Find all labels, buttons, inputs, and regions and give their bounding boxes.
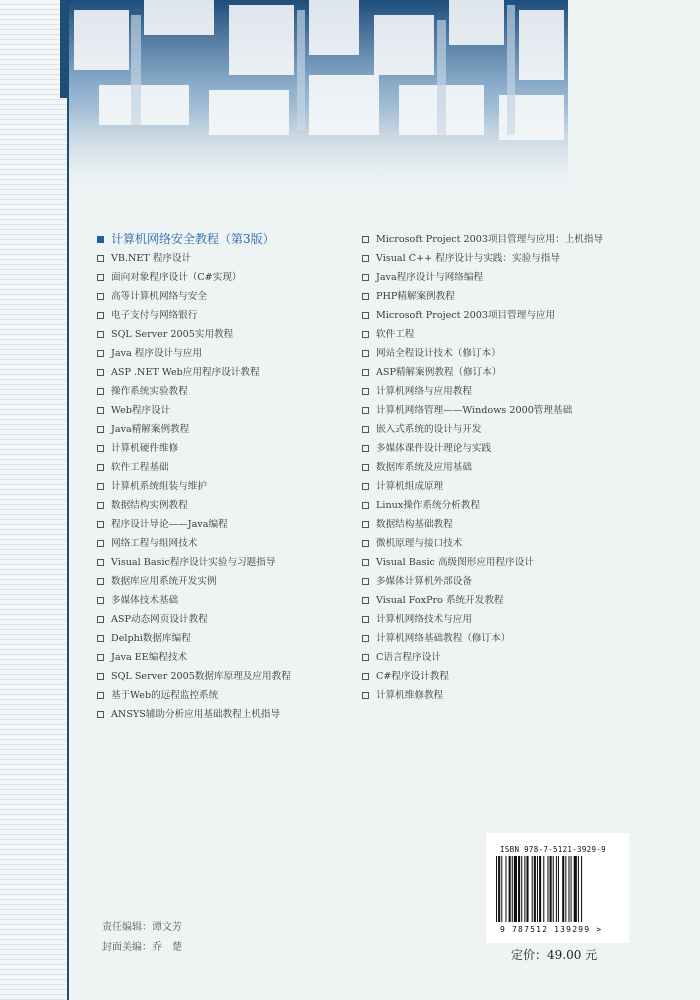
square-bullet-icon	[362, 426, 369, 433]
book-list-item	[362, 686, 662, 705]
square-bullet-icon	[362, 445, 369, 452]
book-list-item	[362, 287, 662, 306]
square-bullet-icon	[362, 559, 369, 566]
designer-credit: 封面美编：乔 楚	[102, 942, 182, 953]
square-bullet-icon	[362, 597, 369, 604]
book-title: 计算机网络管理——Windows 2000管理基础	[376, 405, 573, 416]
square-bullet-icon	[362, 388, 369, 395]
square-bullet-icon	[97, 255, 104, 262]
filled-square-bullet-icon	[97, 236, 104, 243]
square-bullet-icon	[97, 293, 104, 300]
book-title: 网站全程设计技术（修订本）	[376, 348, 501, 359]
book-list-item	[97, 686, 347, 705]
square-bullet-icon	[97, 540, 104, 547]
barcode-digits: 9 787512 139299 >	[500, 925, 603, 934]
square-bullet-icon	[97, 388, 104, 395]
book-title: 微机原理与接口技术	[376, 538, 463, 549]
book-list-item	[362, 553, 662, 572]
book-title: 数据库系统及应用基础	[376, 462, 472, 473]
book-title: 程序设计导论——Java编程	[111, 519, 228, 530]
book-title: 多媒体计算机外部设备	[376, 576, 472, 587]
book-list-item	[362, 591, 662, 610]
book-list-item	[97, 534, 347, 553]
square-bullet-icon	[97, 578, 104, 585]
book-title: Java 程序设计与应用	[111, 348, 202, 359]
square-bullet-icon	[97, 597, 104, 604]
book-title: VB.NET 程序设计	[111, 253, 192, 264]
isbn-text: ISBN 978-7-5121-3929-9	[500, 845, 606, 854]
square-bullet-icon	[97, 483, 104, 490]
book-title: 操作系统实验教程	[111, 386, 188, 397]
book-list-item	[97, 230, 347, 249]
book-list-item	[97, 268, 347, 287]
book-list-item	[362, 306, 662, 325]
book-list-item	[97, 591, 347, 610]
square-bullet-icon	[362, 274, 369, 281]
book-title: Microsoft Project 2003项目管理与应用：上机指导	[376, 234, 604, 245]
book-list-item	[362, 572, 662, 591]
square-bullet-icon	[97, 654, 104, 661]
book-title: 计算机系统组装与维护	[111, 481, 207, 492]
book-title: Linux操作系统分析教程	[376, 500, 480, 511]
book-list-item	[97, 458, 347, 477]
square-bullet-icon	[97, 426, 104, 433]
book-title: Microsoft Project 2003项目管理与应用	[376, 310, 556, 321]
book-title: 数据结构基础教程	[376, 519, 453, 530]
book-title: Java精解案例教程	[111, 424, 190, 435]
credits	[102, 918, 182, 958]
book-list-item	[362, 458, 662, 477]
square-bullet-icon	[97, 635, 104, 642]
book-list-item	[97, 667, 347, 686]
book-list-item	[362, 401, 662, 420]
editor-credit: 责任编辑：谭文芳	[102, 922, 182, 933]
square-bullet-icon	[362, 236, 369, 243]
book-list-item	[97, 249, 347, 268]
book-title: 计算机网络基础教程（修订本）	[376, 633, 511, 644]
book-title: 计算机网络安全教程（第3版）	[111, 232, 275, 246]
book-list-item	[97, 553, 347, 572]
square-bullet-icon	[97, 331, 104, 338]
square-bullet-icon	[97, 369, 104, 376]
price: 定价：49.00 元	[511, 948, 598, 962]
book-title: 面向对象程序设计（C#实现）	[111, 272, 242, 283]
book-list-item	[97, 401, 347, 420]
book-list-item	[97, 477, 347, 496]
square-bullet-icon	[362, 540, 369, 547]
book-title: 嵌入式系统的设计与开发	[376, 424, 482, 435]
book-title: 计算机硬件维修	[111, 443, 179, 454]
square-bullet-icon	[97, 464, 104, 471]
book-title: ASP动态网页设计教程	[111, 614, 208, 625]
square-bullet-icon	[362, 464, 369, 471]
book-list-item	[97, 344, 347, 363]
book-list-item	[97, 515, 347, 534]
book-list-item	[97, 648, 347, 667]
book-title: 数据库应用系统开发实例	[111, 576, 217, 587]
square-bullet-icon	[362, 483, 369, 490]
square-bullet-icon	[97, 445, 104, 452]
book-title: SQL Server 2005数据库原理及应用教程	[111, 671, 291, 682]
book-title: Visual FoxPro 系统开发教程	[376, 595, 504, 606]
square-bullet-icon	[97, 616, 104, 623]
book-list-item	[362, 496, 662, 515]
book-list-item	[97, 363, 347, 382]
square-bullet-icon	[97, 711, 104, 718]
book-list-item	[362, 249, 662, 268]
square-bullet-icon	[362, 502, 369, 509]
book-list-right	[362, 230, 662, 705]
square-bullet-icon	[97, 692, 104, 699]
book-list-item	[362, 363, 662, 382]
book-title: 电子支付与网络银行	[111, 310, 198, 321]
barcode-bars	[496, 856, 619, 924]
book-list-item	[362, 325, 662, 344]
book-list-item	[362, 439, 662, 458]
square-bullet-icon	[97, 274, 104, 281]
book-title: Visual Basic程序设计实验与习题指导	[111, 557, 276, 568]
book-title: PHP精解案例教程	[376, 291, 455, 302]
book-title: 多媒体课件设计理论与实践	[376, 443, 492, 454]
book-list-item	[362, 344, 662, 363]
book-list-item	[362, 268, 662, 287]
book-list-item	[97, 420, 347, 439]
book-title: C语言程序设计	[376, 652, 441, 663]
book-title: 软件工程	[376, 329, 415, 340]
book-list-item	[362, 477, 662, 496]
square-bullet-icon	[362, 578, 369, 585]
book-title: Visual Basic 高级图形应用程序设计	[376, 557, 534, 568]
square-bullet-icon	[97, 521, 104, 528]
book-list-item	[362, 420, 662, 439]
book-list-item	[97, 496, 347, 515]
book-list-item	[97, 306, 347, 325]
square-bullet-icon	[362, 312, 369, 319]
book-list-item	[362, 382, 662, 401]
square-bullet-icon	[362, 350, 369, 357]
book-title: Java程序设计与网络编程	[376, 272, 484, 283]
book-list-item	[97, 705, 347, 724]
book-title: C#程序设计教程	[376, 671, 449, 682]
isbn-barcode	[486, 833, 629, 943]
square-bullet-icon	[97, 350, 104, 357]
book-title: Visual C++ 程序设计与实践：实验与指导	[376, 253, 560, 264]
book-list-item	[97, 382, 347, 401]
book-list-item	[97, 610, 347, 629]
book-title: Java EE编程技术	[111, 652, 188, 663]
square-bullet-icon	[97, 312, 104, 319]
square-bullet-icon	[97, 559, 104, 566]
book-list-item	[97, 572, 347, 591]
square-bullet-icon	[97, 673, 104, 680]
book-list-item	[97, 287, 347, 306]
book-title: ASP精解案例教程（修订本）	[376, 367, 502, 378]
square-bullet-icon	[362, 521, 369, 528]
book-title: 计算机维修教程	[376, 690, 444, 701]
book-title: 计算机网络技术与应用	[376, 614, 472, 625]
book-title: 计算机网络与应用教程	[376, 386, 472, 397]
book-list-item	[97, 629, 347, 648]
book-title: 网络工程与组网技术	[111, 538, 198, 549]
book-title: 数据结构实例教程	[111, 500, 188, 511]
square-bullet-icon	[362, 369, 369, 376]
book-title: ASP .NET Web应用程序设计教程	[111, 367, 260, 378]
square-bullet-icon	[362, 654, 369, 661]
book-list-item	[362, 667, 662, 686]
book-title: 计算机组成原理	[376, 481, 444, 492]
square-bullet-icon	[97, 407, 104, 414]
book-title: Web程序设计	[111, 405, 171, 416]
square-bullet-icon	[97, 502, 104, 509]
book-list-item	[362, 648, 662, 667]
book-list-item	[362, 515, 662, 534]
book-list-left	[97, 230, 347, 724]
book-title: SQL Server 2005实用教程	[111, 329, 234, 340]
square-bullet-icon	[362, 407, 369, 414]
square-bullet-icon	[362, 692, 369, 699]
book-list-item	[97, 439, 347, 458]
square-bullet-icon	[362, 255, 369, 262]
book-title: 高等计算机网络与安全	[111, 291, 207, 302]
square-bullet-icon	[362, 673, 369, 680]
book-list-item	[362, 629, 662, 648]
book-list-item	[362, 534, 662, 553]
book-list-item	[362, 610, 662, 629]
book-title: 软件工程基础	[111, 462, 169, 473]
book-title: 多媒体技术基础	[111, 595, 179, 606]
book-title: 基于Web的远程监控系统	[111, 690, 219, 701]
square-bullet-icon	[362, 293, 369, 300]
square-bullet-icon	[362, 635, 369, 642]
book-list-item	[362, 230, 662, 249]
book-list-item	[97, 325, 347, 344]
book-title: ANSYS辅助分析应用基础教程上机指导	[111, 709, 281, 720]
square-bullet-icon	[362, 331, 369, 338]
square-bullet-icon	[362, 616, 369, 623]
book-title: Delphi数据库编程	[111, 633, 191, 644]
